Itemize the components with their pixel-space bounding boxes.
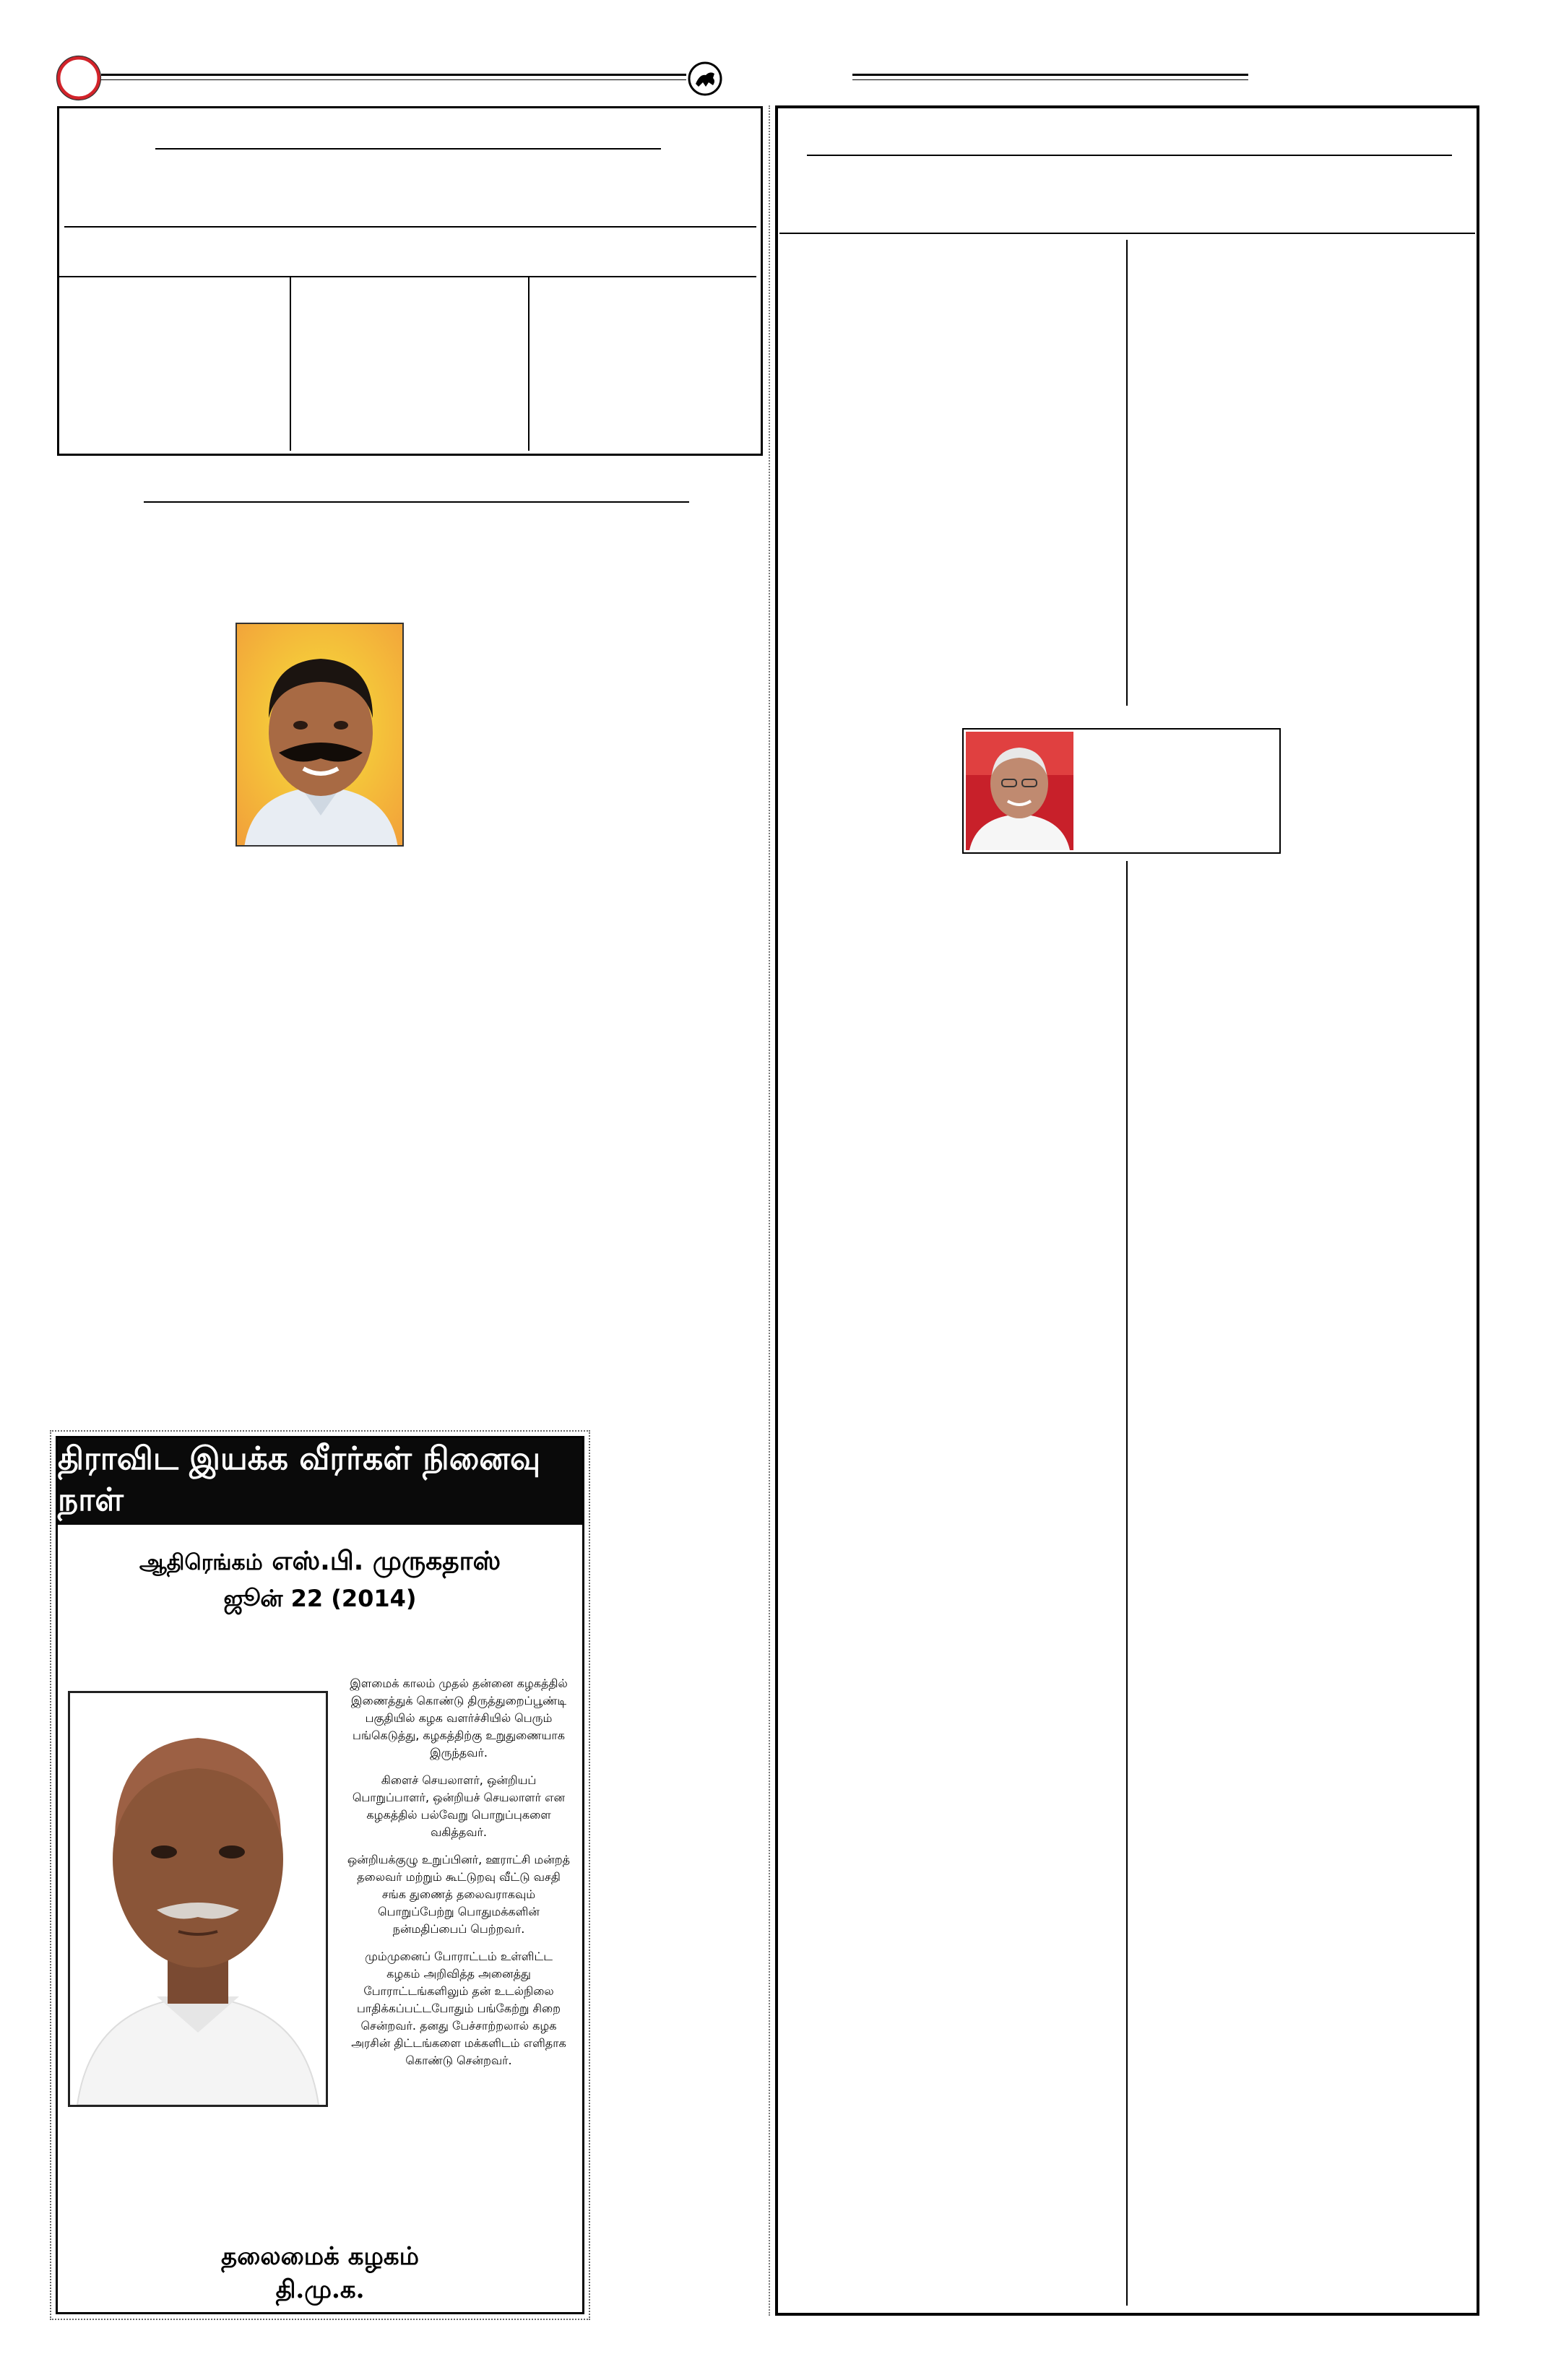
memorial-paragraph: ஒன்றியக்குழு உறுப்பினர், ஊராட்சி மன்றத் தலைவர் மற்றும் கூட்டுறவு வீட்டு வசதி சங்க துணைத் தலைவராகவும் பொறுப்பேற்று பொதுமக்களின் நன்மதிப்பைப் பெற்றவர். [347,1853,571,1936]
rising-sun-emblem-icon [687,61,723,97]
left-box-col-sep-2 [528,277,530,451]
memorial-footer-line2: தி.மு.க. [275,2275,365,2304]
left-box-divider-1 [64,226,756,228]
right-headline-divider [779,233,1475,234]
memorial-paragraph: மும்முனைப் போராட்டம் உள்ளிட்ட கழகம் அறிவித்த அனைத்து போராட்டங்களிலும் தன் உடல்நிலை பாதிக்கப்பட்டபோதும் பங்கேற்று சிறை சென்றவர். தனது பேச்சாற்றலால் கழக அரசின் திட்டங்களை மக்களிடம் எளிதாக கொண்டு சென்றவர். [351,1950,566,2067]
right-column-separator-bottom [1126,861,1128,2306]
left-box-divider-2 [57,276,756,277]
memorial-name: எஸ்.பி. முருகதாஸ் [272,1546,501,1576]
header-rule-right [852,74,1248,76]
memorial-paragraph: இளமைக் காலம் முதல் தன்னை கழகத்தில் இணைத்துக் கொண்டு திருத்துறைப்பூண்டி பகுதியில் கழக வளர்ச்சியில் பெரும் பங்கெடுத்து, கழகத்திற்கு உறுதுணையாக இருந்தவர். [350,1676,568,1760]
header-rule-left [101,74,686,76]
memorial-name-line [58,1546,582,1580]
memorial-heading: திராவிட இயக்க வீரர்கள் நினைவு நாள் [58,1438,582,1525]
right-headline-rule [807,155,1452,156]
left-box-headline-rule [155,148,661,150]
memorial-footer-line1: தலைமைக் கழகம் [221,2242,419,2271]
left-article-headline-rule [144,501,689,503]
memorial-portrait [68,1691,328,2107]
left-top-article-box [57,106,763,456]
portrait-photo-1 [235,623,404,847]
memorial-paragraph: கிளைச் செயலாளர், ஒன்றியப் பொறுப்பாளர், ஒன்றியச் செயலாளர் என கழகத்தில் பல்வேறு பொறுப்புகளை வகித்தவர். [352,1773,566,1839]
left-box-col-sep-1 [290,277,291,451]
portrait-photo-2 [966,732,1073,850]
memorial-text [347,1675,571,2080]
party-circle-icon [56,55,102,101]
column-divider [769,105,770,2316]
memorial-ad [56,1436,584,2314]
memorial-name-prefix: ஆதிரெங்கம் [139,1550,263,1575]
memorial-date: ஜூன் 22 (2014) [223,1585,417,1612]
header-rule-left-thin [101,79,686,80]
header-rule-right-thin [852,79,1248,80]
right-column-separator-top [1126,240,1128,706]
memorial-footer [58,2240,582,2306]
